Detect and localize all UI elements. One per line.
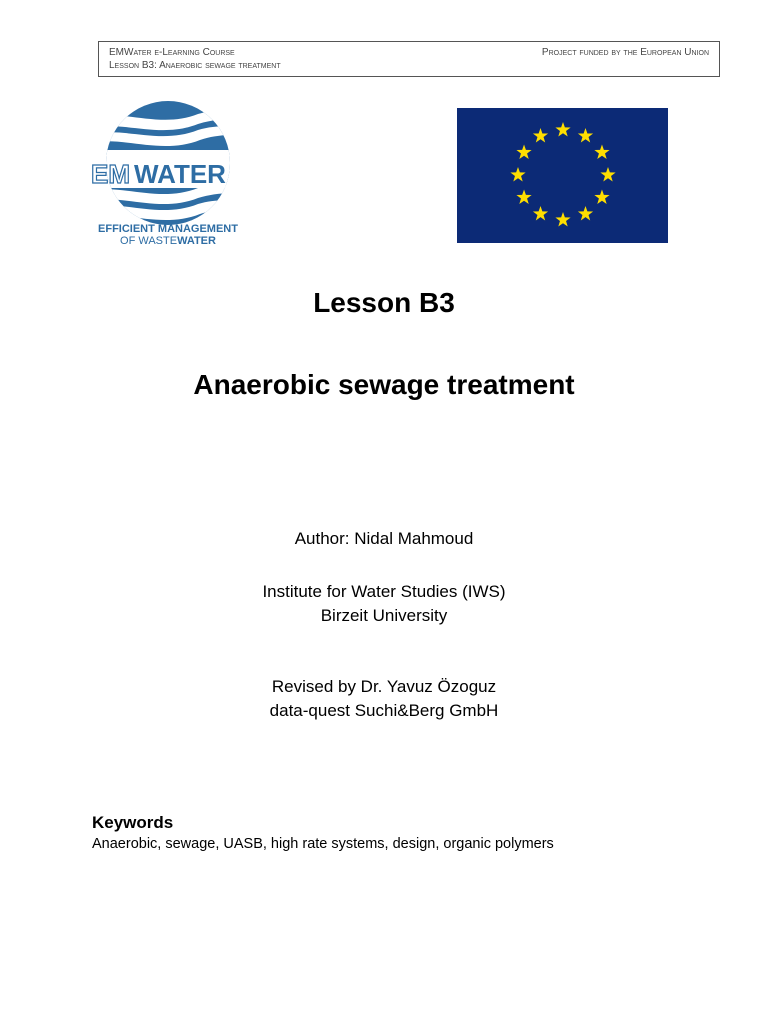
lesson-title: Lesson B3 xyxy=(313,287,455,318)
page-header xyxy=(98,41,720,77)
revised-by: Revised by Dr. Yavuz Özoguz xyxy=(271,677,497,696)
company: data-quest Suchi&Berg GmbH xyxy=(269,701,499,720)
university: Birzeit University xyxy=(320,606,448,625)
funding-note: Project funded by the European Union xyxy=(541,47,709,58)
logo-tagline-2: OF WASTEWATER xyxy=(120,235,216,247)
keywords-list: Anaerobic, sewage, UASB, high rate systems, design, organic polymers xyxy=(92,836,554,852)
lesson-header: Lesson B3: Anaerobic sewage treatment xyxy=(109,60,281,71)
course-name: EMWater e-Learning Course xyxy=(109,47,235,58)
eu-flag-icon xyxy=(457,108,668,243)
logo-water-text: WATER xyxy=(134,159,226,189)
emwater-logo-icon xyxy=(88,100,250,250)
author: Author: Nidal Mahmoud xyxy=(294,529,474,548)
logo-tagline-1: EFFICIENT MANAGEMENT xyxy=(98,223,238,235)
logo-em-text: EM xyxy=(91,159,130,189)
lesson-subject: Anaerobic sewage treatment xyxy=(193,369,575,400)
keywords-heading: Keywords xyxy=(92,813,174,832)
institute: Institute for Water Studies (IWS) xyxy=(262,582,506,601)
